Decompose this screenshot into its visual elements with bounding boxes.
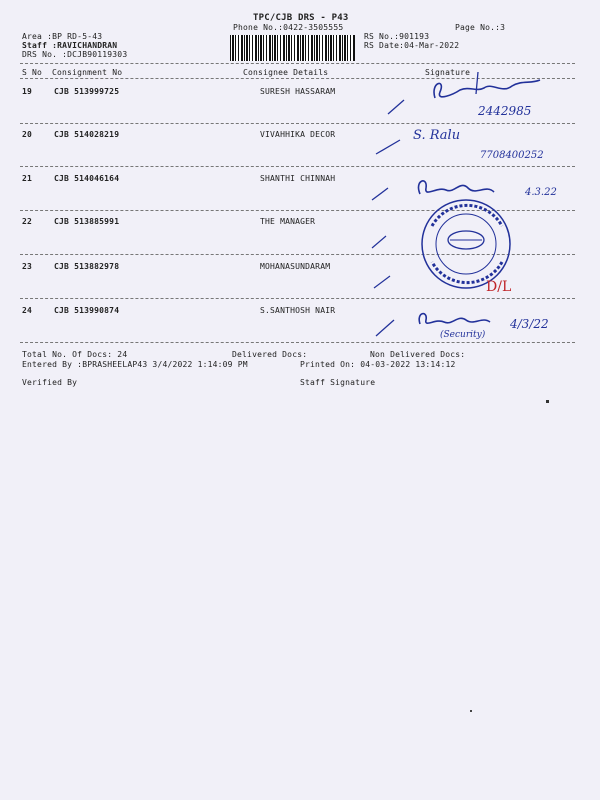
row-sno: 19 [22,87,33,96]
company-stamp [418,196,514,292]
verified-by: Verified By [22,378,78,387]
check-mark [370,232,400,252]
row-consignee: SURESH HASSARAM [260,87,336,96]
signature-20-name: S. Ralu [413,128,461,143]
rs-date: RS Date:04-Mar-2022 [364,41,460,50]
non-delivered-docs: Non Delivered Docs: [370,350,466,359]
signature-24-note: (Security) [440,330,486,340]
row-consignee: S.SANTHOSH NAIR [260,306,336,315]
printed-on: Printed On: 04-03-2022 13:14:12 [300,360,456,369]
signature-19 [380,72,570,127]
row-sno: 21 [22,174,33,183]
staff-name: Staff :RAVICHANDRAN [22,41,118,50]
col-consignee: Consignee Details [243,68,329,77]
divider [20,63,575,64]
speck [546,400,549,403]
doc-title: TPC/CJB DRS - P43 [253,13,349,23]
col-consignment: Consignment No [52,68,123,77]
row-sno: 22 [22,217,33,226]
signature-19-phone: 2442985 [478,104,532,118]
signature-20-phone: 7708400252 [480,150,544,161]
phone-number: Phone No.:0422-3505555 [233,23,344,32]
entered-by: Entered By :BPRASHEELAP43 3/4/2022 1:14:09 PM [22,360,248,369]
col-sno: S No [22,68,43,77]
row-consignment: CJB 513990874 [54,306,120,315]
row-consignee: MOHANASUNDARAM [260,262,331,271]
row-sno: 24 [22,306,33,315]
signature-24 [372,306,512,346]
signature-23-mark: D/L [486,279,512,295]
drs-number: DRS No. :DCJB90119303 [22,50,128,59]
row-sno: 23 [22,262,33,271]
total-docs: Total No. Of Docs: 24 [22,350,128,359]
barcode [230,35,355,61]
speck [470,710,472,712]
rs-number: RS No.:901193 [364,32,430,41]
row-consignment: CJB 514046164 [54,174,120,183]
row-consignee: SHANTHI CHINNAH [260,174,336,183]
row-consignment: CJB 514028219 [54,130,120,139]
row-sno: 20 [22,130,33,139]
delivered-docs: Delivered Docs: [232,350,308,359]
staff-signature: Staff Signature [300,378,376,387]
row-consignment: CJB 513999725 [54,87,120,96]
row-consignee: THE MANAGER [260,217,316,226]
check-mark [372,272,402,292]
area-code: Area :BP RD-5-43 [22,32,103,41]
row-divider [20,298,575,299]
row-consignment: CJB 513882978 [54,262,120,271]
page-number: Page No.:3 [455,23,506,32]
col-signature: Signature [425,68,471,77]
row-consignee: VIVAHHIKA DECOR [260,130,336,139]
signature-21-date: 4.3.22 [525,187,557,198]
row-consignment: CJB 513885991 [54,217,120,226]
signature-24-date: 4/3/22 [510,317,549,331]
row-divider [20,166,575,167]
